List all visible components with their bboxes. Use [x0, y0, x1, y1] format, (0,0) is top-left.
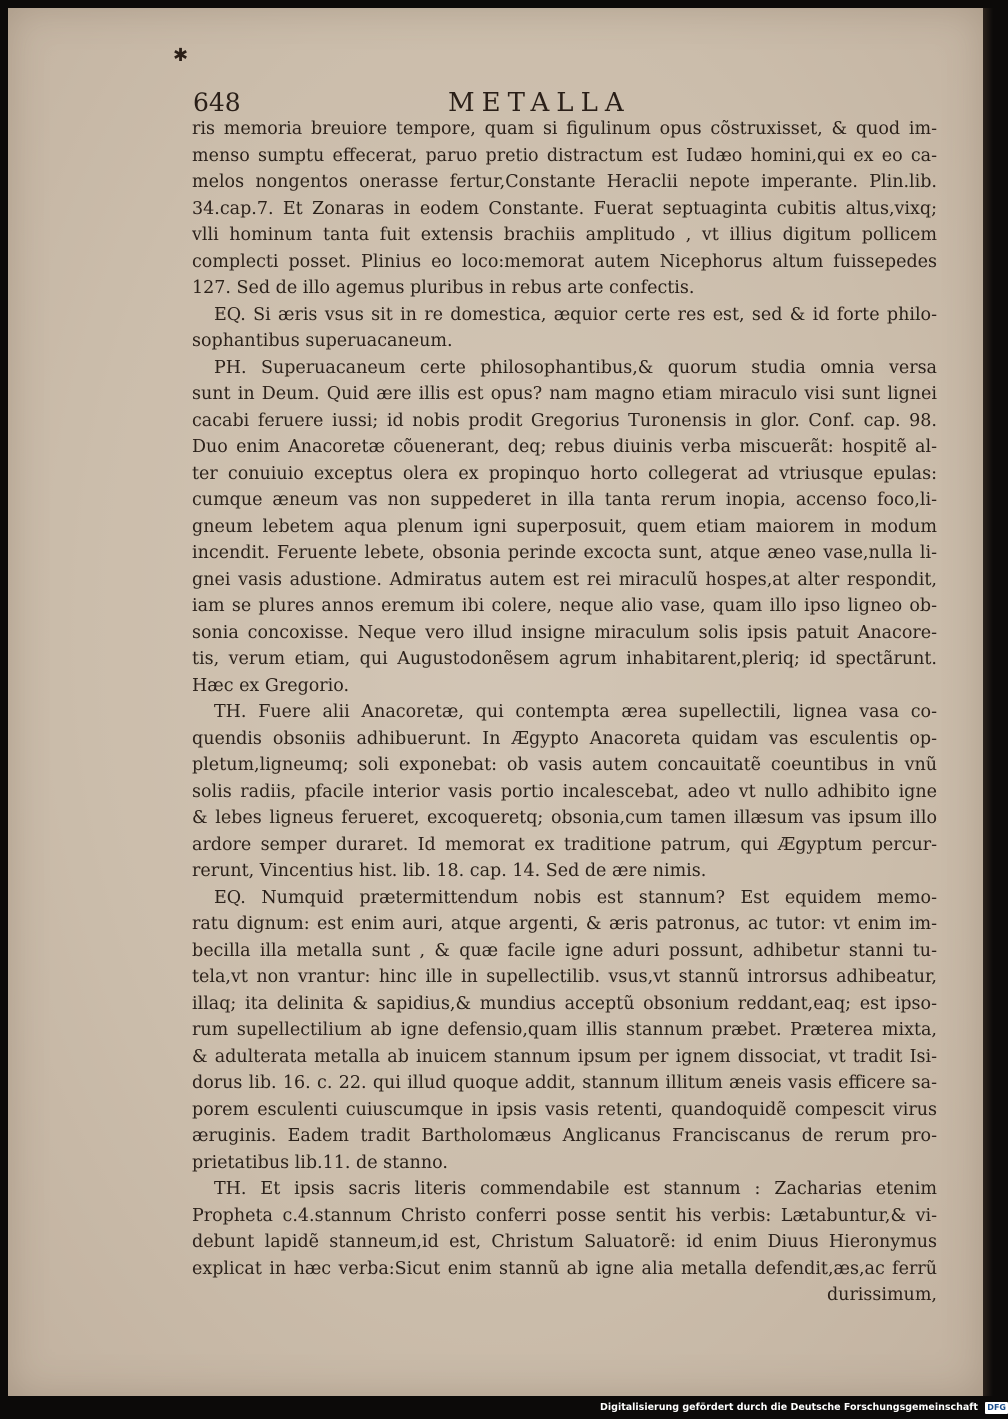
text-line: tela,vt non vrantur: hinc ille in supellectilib. vsus,vt stannũ introrsus adhibeatur,: [192, 967, 937, 987]
text-line: 34.cap.7. Et Zonaras in eodem Constante. Fuerat septuaginta cubitis altus,vixq;: [192, 198, 937, 219]
text-line: & lebes ligneus ferueret, excoqueretq; obsonia,cum tamen illæsum vas ipsum illo: [192, 808, 937, 828]
text-line: pletum,ligneumq; soli exponebat: ob vasis autem concauitatẽ coeuntibus in vnũ: [192, 755, 937, 775]
text-line: gneum lebetem aqua plenum igni superposuit, quem etiam maiorem in modum: [192, 516, 937, 537]
text-line: Duo enim Anacoretæ cõuenerant, deq; rebus diuinis verba miscuerãt: hospitẽ al-: [192, 437, 937, 457]
text-line: porem esculenti cuiuscumque in ipsis vasis retenti, quandoquidẽ compescit virus: [192, 1099, 937, 1120]
text-line: melos nongentos onerasse fertur,Constante Heraclii nepote imperante. Plin.lib.: [192, 172, 937, 192]
speaker-paragraph-eq: EQ. Si æris vsus sit in re domestica, æquior certe res est, sed & id forte philo-: [214, 304, 937, 325]
text-line: Hæc ex Gregorio.: [192, 675, 350, 696]
text-line: & adulterata metalla ab inuicem stannum ipsum per ignem dissociat, vt tradit Isi-: [192, 1046, 937, 1067]
text-line: Propheta c.4.stannum Christo conferri posse sentit his verbis: Lætabuntur,& vi-: [192, 1205, 937, 1226]
text-line: illaq; ita delinita & sapidius,& mundius acceptũ obsonium reddant,eaq; est ipso-: [192, 993, 937, 1014]
page-number: 648: [193, 88, 241, 117]
text-line: ratu dignum: est enim auri, atque argenti, & æris patronus, ac tutor: vt enim im-: [192, 914, 937, 934]
text-line: tis, verum etiam, qui Augustodonẽsem agrum inhabitarent,pleriq; id spectãrunt.: [192, 649, 937, 669]
speaker-paragraph-eq: EQ. Numquid prætermittendum nobis est stannum? Est equidem memo-: [214, 887, 937, 908]
speaker-paragraph-th: TH. Et ipsis sacris literis commendabile est stannum : Zacharias etenim: [214, 1179, 937, 1199]
text-line: sonia concoxisse. Neque vero illud insigne miraculum solis ipsis patuit Anacore-: [192, 622, 937, 643]
text-line: gnei vasis adustione. Admiratus autem est rei miraculũ hospes,at alter respondit,: [192, 569, 937, 590]
text-line: sunt in Deum. Quid ære illis est opus? nam magno etiam miraculo visi sunt lignei: [192, 384, 937, 404]
text-line: solis radiis, pfacile interior vasis portio incalescebat, adeo vt nullo adhibito igne: [192, 781, 937, 802]
text-line: rum supellectilium ab igne defensio,quam illis stannum præbet. Præterea mixta,: [192, 1020, 937, 1040]
text-line: iam se plures annos eremum ibi colere, neque alio vase, quam illo ipso ligneo ob-: [192, 596, 937, 616]
text-line: vlli hominum tanta fuit extensis brachiis amplitudo , vt illius digitum pollicem: [192, 225, 937, 245]
speaker-paragraph-ph: PH. Superuacaneum certe philosophantibus,& quorum studia omnia versa: [214, 357, 937, 378]
speaker-paragraph-th: TH. Fuere alii Anacoretæ, qui contempta ærea supellectili, lignea vasa co-: [214, 702, 937, 722]
text-line: ardore semper duraret. Id memorat ex traditione patrum, qui Ægyptum percur-: [192, 834, 937, 855]
dfg-logo-icon: DFG: [987, 1402, 1006, 1412]
text-line: ris memoria breuiore tempore, quam si figulinum opus cõstruxisset, & quod im-: [192, 119, 937, 139]
text-line: menso sumptu effecerat, paruo pretio distractum est Iudæo homini,qui ex eo ca-: [192, 145, 937, 166]
text-line: debunt lapidẽ stanneum,id est, Christum Saluatorẽ: id enim Diuus Hieronymus: [192, 1232, 937, 1252]
text-line: quendis obsoniis adhibuerunt. In Ægypto Anacoreta quidam vas esculentis op-: [192, 728, 937, 749]
text-line: complecti posset. Plinius eo loco:memorat autem Nicephorus altum fuissepedes: [192, 251, 937, 272]
text-line: 127. Sed de illo agemus pluribus in rebus arte confectis.: [192, 278, 695, 298]
text-line: æruginis. Eadem tradit Bartholomæus Anglicanus Franciscanus de rerum pro-: [192, 1126, 937, 1146]
page-edge: [983, 8, 993, 1396]
credit-text: Digitalisierung gefördert durch die Deutsche Forschungsgemeinschaft: [600, 1402, 978, 1413]
text-line: becilla illa metalla sunt , & quæ facile igne aduri possunt, adhibetur stanni tu-: [192, 940, 937, 961]
body-text: [192, 116, 937, 1309]
text-line: explicat in hæc verba:Sicut enim stannũ ab igne alia metalla defendit,æs,ac ferrũ: [192, 1258, 937, 1279]
running-title: METALLA: [448, 88, 631, 118]
text-line: sophantibus superuacaneum.: [192, 331, 453, 351]
text-line: incendit. Feruente lebete, obsonia perinde excocta sunt, atque æneo vase,nulla li-: [192, 543, 937, 563]
text-line: ter conuiuio exceptus olera ex propinquo horto collegerat ad vtriusque epulas:: [192, 463, 937, 484]
text-line: rerunt, Vincentius hist. lib. 18. cap. 14. Sed de ære nimis.: [192, 861, 707, 881]
text-line: dorus lib. 16. c. 22. qui illud quoque addit, stannum illitum æneis vasis efficere sa-: [192, 1073, 937, 1093]
digitization-credit: [600, 1400, 1006, 1416]
text-line: cumque æneum vas non suppederet in illa tanta rerum inopia, accenso foco,li-: [192, 490, 937, 510]
text-line: prietatibus lib.11. de stanno.: [192, 1152, 448, 1173]
text-line: cacabi feruere iussi; id nobis prodit Gregorius Turonensis in glor. Conf. cap. 98.: [192, 410, 937, 431]
ornament-mark: ✱: [173, 45, 189, 66]
catchword: durissimum,: [826, 1285, 937, 1305]
